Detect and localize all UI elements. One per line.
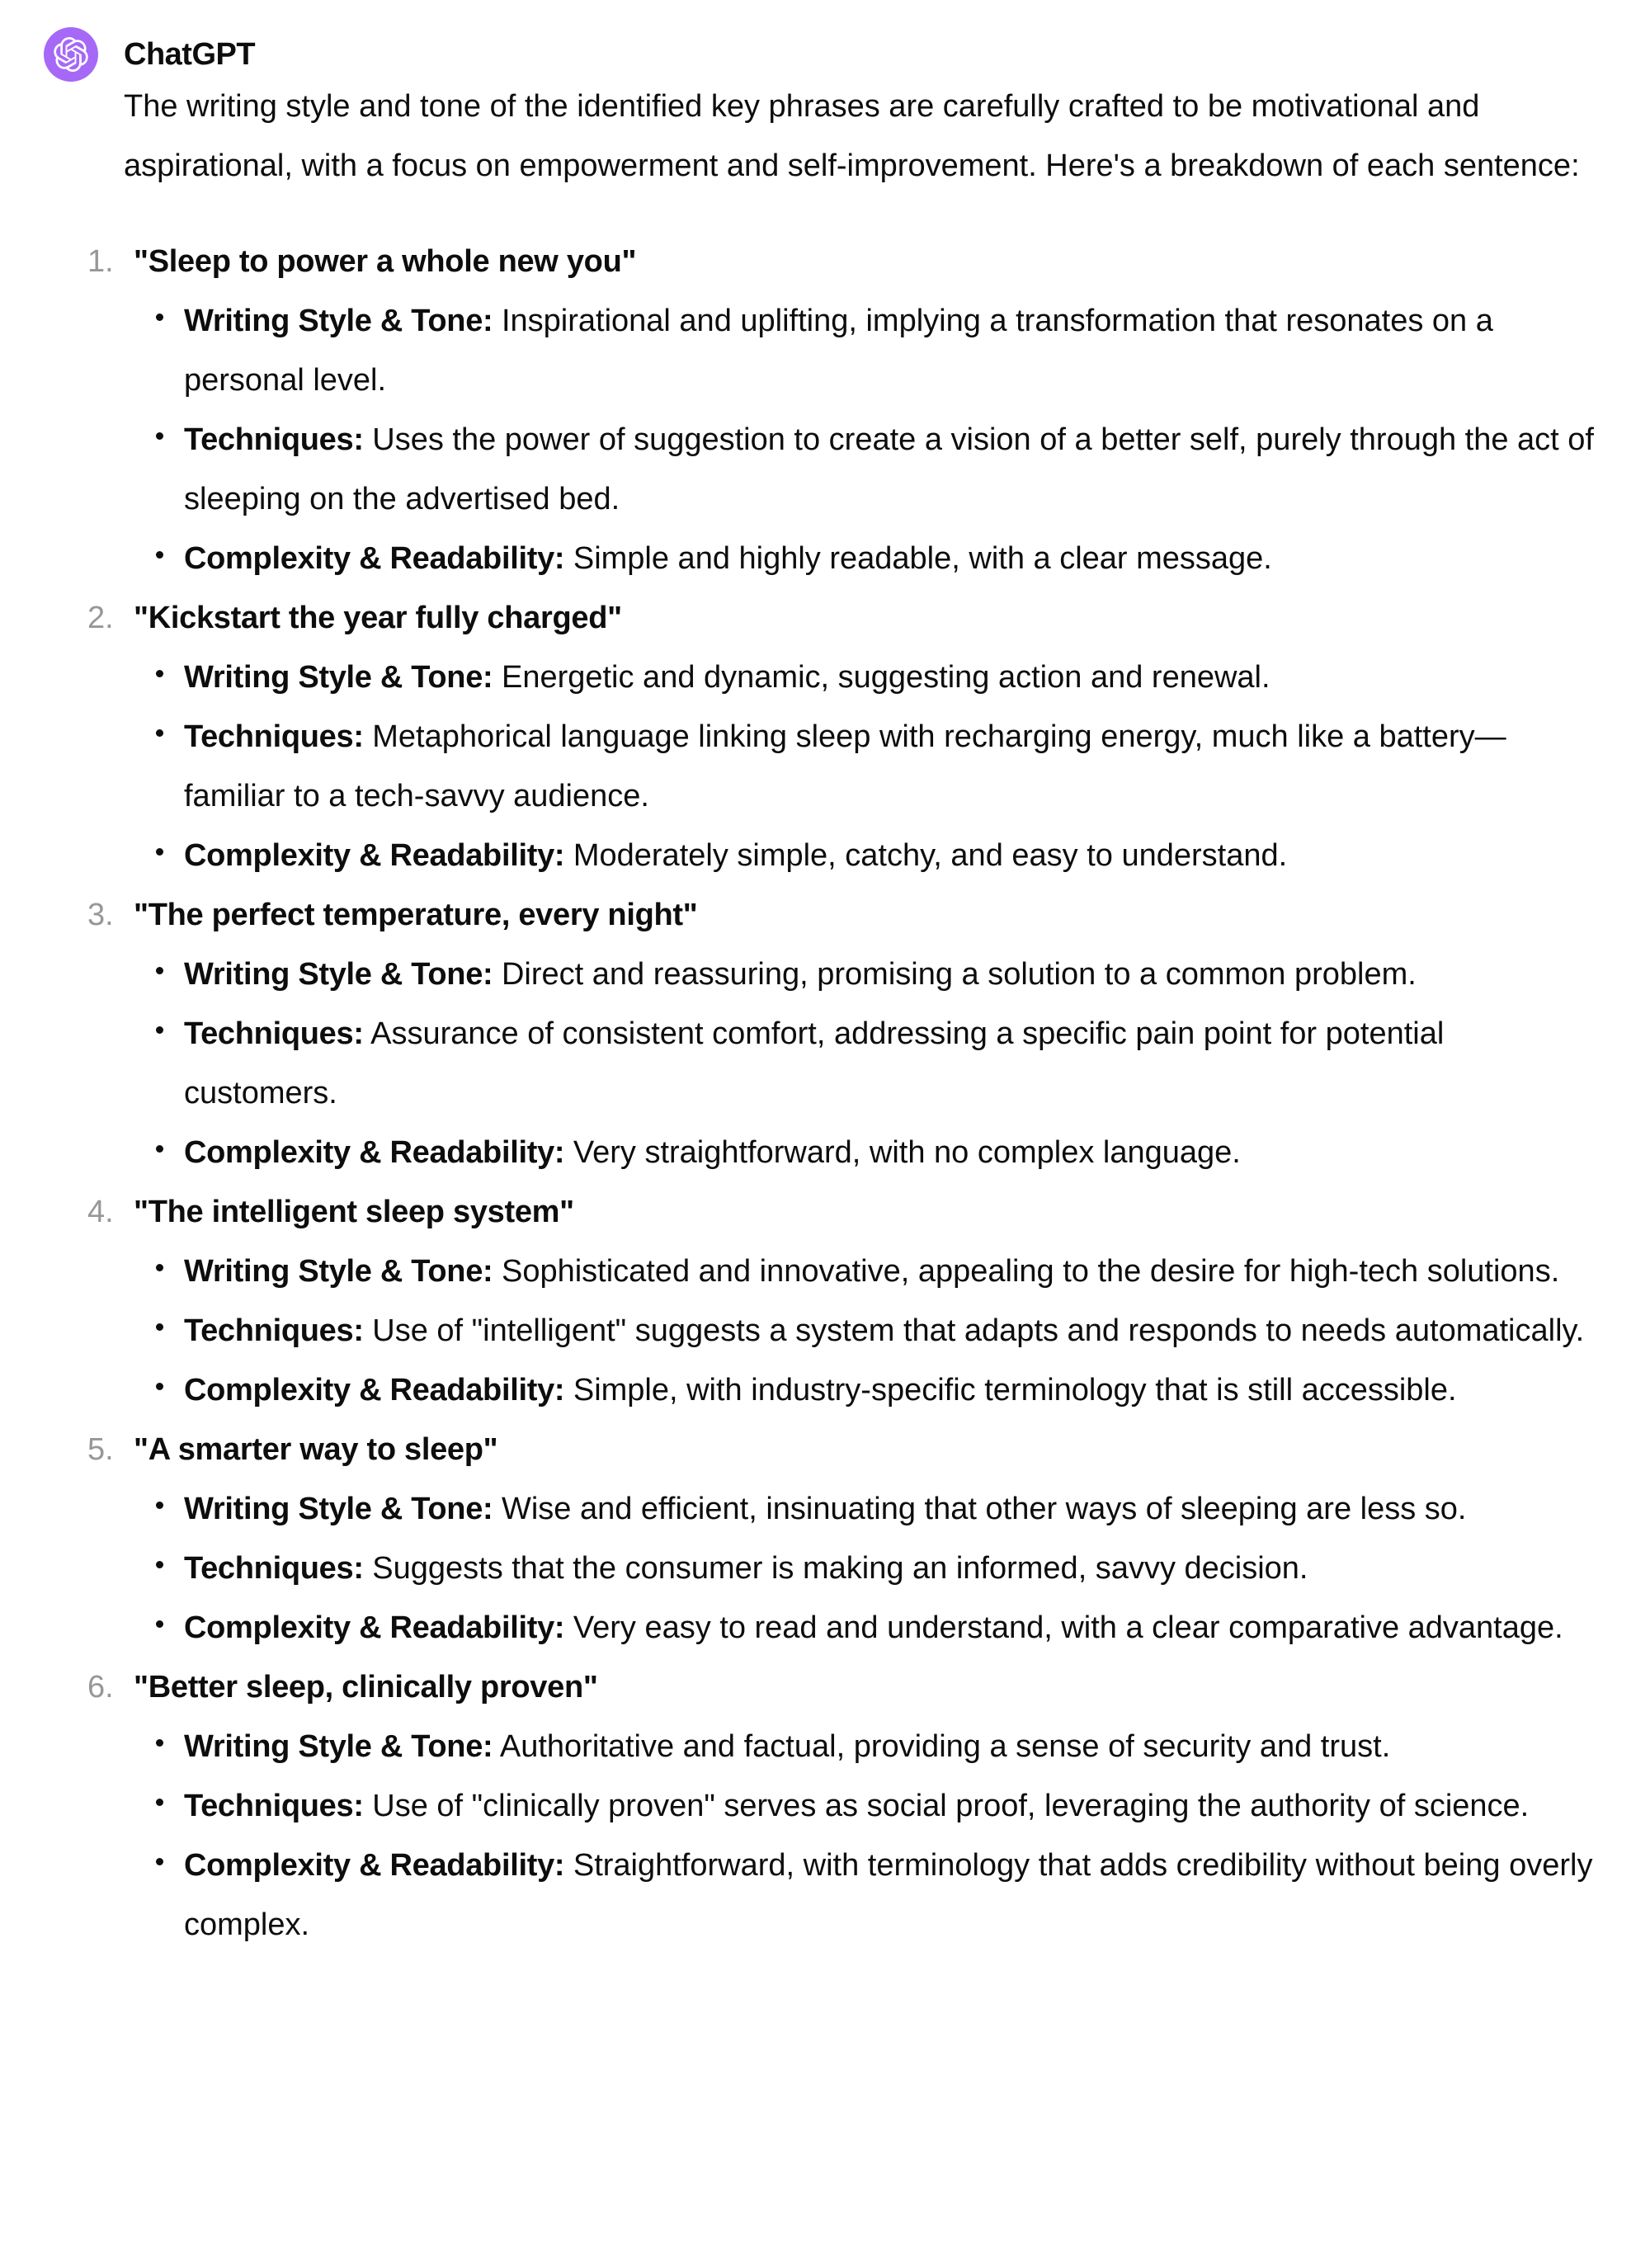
bullet-label: Techniques: [184,1313,364,1348]
bullet-label: Techniques: [184,1551,364,1586]
bullet-text: Moderately simple, catchy, and easy to understand. [573,838,1288,873]
bullet-label: Complexity & Readability: [184,541,565,576]
bullet-label: Writing Style & Tone: [184,957,493,992]
bullet-dot-icon [156,1561,163,1568]
bullet-label: Writing Style & Tone: [184,1254,493,1289]
bullet-label: Complexity & Readability: [184,1848,565,1883]
bullet-label: Complexity & Readability: [184,1373,565,1407]
list-item-bullet [134,529,1604,588]
bullet-text: Assurance of consistent comfort, addressing a specific pain point for potential customers. [184,1016,1445,1110]
item-phrase: "The perfect temperature, every night" [134,898,698,932]
bullet-label: Techniques: [184,422,364,457]
bullet-dot-icon [156,314,163,321]
bullet-text: Metaphorical language linking sleep with recharging energy, much like a battery—familiar to a tech-savvy audience. [184,719,1506,813]
list-item [87,1420,1604,1657]
list-item-bullet [134,707,1604,826]
bullet-text: Very straightforward, with no complex language. [573,1135,1241,1170]
bullet-dot-icon [156,670,163,677]
bullet-label: Complexity & Readability: [184,838,565,873]
bullet-label: Techniques: [184,719,364,754]
list-item-bullet [134,291,1604,410]
bullet-text: Energetic and dynamic, suggesting action and renewal. [501,660,1270,695]
bullet-dot-icon [156,1739,163,1747]
bullet-dot-icon [156,551,163,559]
item-phrase: "A smarter way to sleep" [134,1432,498,1467]
list-item-bullet [134,1598,1604,1657]
bullet-text: Simple and highly readable, with a clear message. [573,541,1272,576]
item-number: 5. [87,1432,114,1467]
list-item-bullet [134,1242,1604,1301]
bullet-dot-icon [156,1620,163,1628]
list-item-bullet [134,1717,1604,1776]
list-item-bullet [134,1539,1604,1598]
bullet-text: Inspirational and uplifting, implying a transformation that resonates on a personal level. [184,304,1493,398]
list-item [87,588,1604,885]
list-item-bullet [134,1776,1604,1836]
item-number: 3. [87,898,114,932]
bullet-text: Uses the power of suggestion to create a vision of a better self, purely through the act of sleeping on the advertised bed. [184,422,1594,516]
bullet-dot-icon [156,1145,163,1153]
bullet-label: Techniques: [184,1789,364,1823]
list-item-bullet [134,1004,1604,1123]
bullet-dot-icon [156,1026,163,1034]
sender-name: ChatGPT [124,36,256,72]
bullet-text: Sophisticated and innovative, appealing to the desire for high-tech solutions. [501,1254,1560,1289]
list-item-bullet [134,1479,1604,1539]
message-header [0,0,1650,82]
list-item [87,1657,1604,1954]
item-number: 4. [87,1195,114,1229]
item-phrase: "Sleep to power a whole new you" [134,244,637,279]
item-phrase: "Kickstart the year fully charged" [134,601,622,635]
item-number: 2. [87,601,114,635]
breakdown-list [87,232,1604,1954]
item-phrase: "Better sleep, clinically proven" [134,1670,598,1705]
list-item-bullet [134,1301,1604,1360]
bullet-text: Simple, with industry-specific terminology that is still accessible. [573,1373,1457,1407]
bullet-label: Writing Style & Tone: [184,1729,493,1764]
list-item [87,885,1604,1182]
bullet-text: Suggests that the consumer is making an informed, savvy decision. [372,1551,1308,1586]
list-item-bullet [134,1360,1604,1420]
openai-logo-icon [54,37,88,72]
list-item-bullet [134,410,1604,529]
bullet-text: Very easy to read and understand, with a clear comparative advantage. [573,1610,1563,1645]
bullet-dot-icon [156,848,163,856]
bullet-text: Use of "intelligent" suggests a system that adapts and responds to needs automatically. [372,1313,1585,1348]
bullet-dot-icon [156,967,163,974]
list-item [87,1182,1604,1420]
message-content [87,77,1604,1954]
bullet-dot-icon [156,1323,163,1331]
bullet-label: Writing Style & Tone: [184,1492,493,1526]
bullet-text: Wise and efficient, insinuating that other ways of sleeping are less so. [501,1492,1467,1526]
bullet-label: Writing Style & Tone: [184,660,493,695]
item-phrase: "The intelligent sleep system" [134,1195,574,1229]
bullet-dot-icon [156,432,163,440]
bullet-dot-icon [156,1858,163,1865]
bullet-dot-icon [156,729,163,737]
bullet-label: Techniques: [184,1016,364,1051]
bullet-text: Use of "clinically proven" serves as social proof, leveraging the authority of science. [372,1789,1530,1823]
bullet-text: Straightforward, with terminology that adds credibility without being overly complex. [184,1848,1593,1942]
list-item-bullet [134,945,1604,1004]
bullet-label: Writing Style & Tone: [184,304,493,338]
list-item [87,232,1604,588]
chatgpt-avatar [44,27,98,82]
bullet-text: Authoritative and factual, providing a sense of security and trust. [499,1729,1391,1764]
bullet-dot-icon [156,1264,163,1271]
item-number: 6. [87,1670,114,1705]
bullet-dot-icon [156,1502,163,1509]
list-item-bullet [134,1123,1604,1182]
bullet-dot-icon [156,1799,163,1806]
bullet-label: Complexity & Readability: [184,1610,565,1645]
list-item-bullet [134,648,1604,707]
item-number: 1. [87,244,114,279]
bullet-text: Direct and reassuring, promising a solution to a common problem. [501,957,1417,992]
bullet-dot-icon [156,1383,163,1390]
message-intro: The writing style and tone of the identified key phrases are carefully crafted to be motivational and aspirational, with a focus on empowerment and self-improvement. Here's a breakdown of each sentence: [124,89,1580,183]
list-item-bullet [134,826,1604,885]
list-item-bullet [134,1836,1604,1954]
bullet-label: Complexity & Readability: [184,1135,565,1170]
